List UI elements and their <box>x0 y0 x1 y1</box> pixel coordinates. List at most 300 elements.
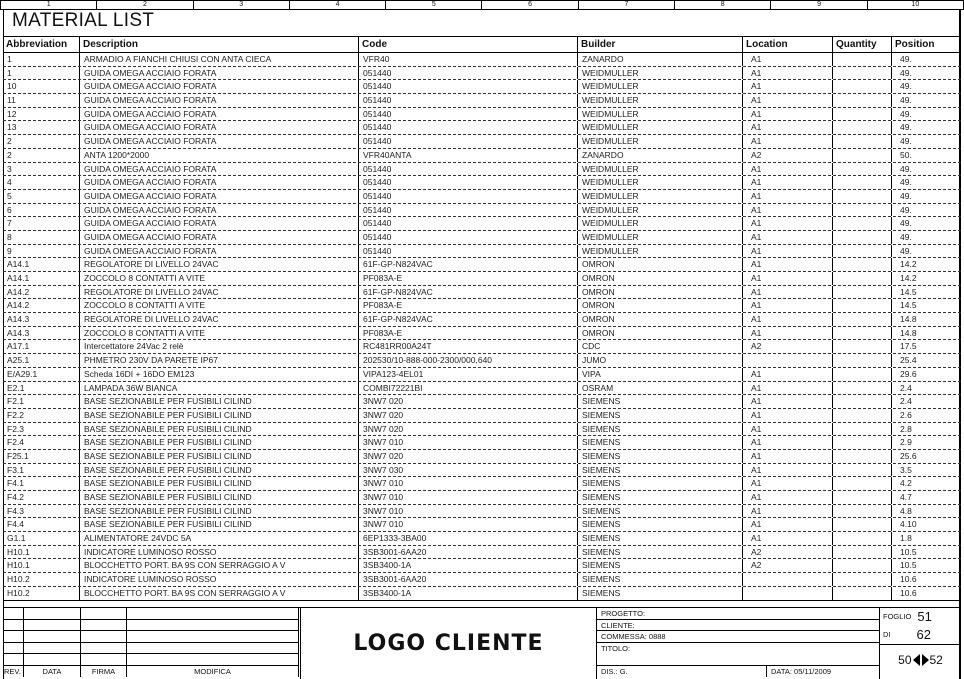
quantity-cell <box>833 532 892 545</box>
position-cell: 49. <box>900 245 912 256</box>
builder-cell: VIPA <box>578 368 743 381</box>
code-cell: 3SB3400-1A <box>359 559 578 572</box>
builder-cell: SIEMENS <box>578 477 743 490</box>
description-cell: INDICATORE LUMINOSO ROSSO <box>80 546 359 559</box>
table-row <box>3 204 961 218</box>
description-cell: BASE SEZIONABILE PER FUSIBILI CILIND <box>80 505 359 518</box>
abbreviation-cell: 6 <box>3 204 80 217</box>
position-cell: 4.2 <box>900 478 912 489</box>
table-row <box>3 67 961 81</box>
code-cell: 3NW7 010 <box>359 491 578 504</box>
builder-cell: OMRON <box>578 327 743 340</box>
firma-label: FIRMA <box>81 666 127 677</box>
prev-sheet-number[interactable]: 50 <box>898 653 912 667</box>
location-cell: A1 <box>743 245 833 258</box>
position-cell: 4.8 <box>900 505 912 516</box>
foglio-row <box>880 608 961 625</box>
location-cell: A1 <box>743 313 833 326</box>
description-cell: GUIDA OMEGA ACCIAIO FORATA <box>80 94 359 107</box>
location-cell: A1 <box>743 272 833 285</box>
location-cell: A1 <box>743 464 833 477</box>
location-cell: A1 <box>743 176 833 189</box>
position-cell: 4.10 <box>900 519 917 530</box>
header-description: Description <box>80 37 359 52</box>
location-cell: A1 <box>743 80 833 93</box>
description-cell: INDICATORE LUMINOSO ROSSO <box>80 573 359 586</box>
position-cell: 49. <box>900 231 912 242</box>
quantity-cell <box>833 395 892 408</box>
abbreviation-cell: 3 <box>3 163 80 176</box>
table-row <box>3 340 961 354</box>
description-cell: ZOCCOLO 8 CONTATTI A VITE <box>80 272 359 285</box>
builder-cell: JUMO <box>578 354 743 367</box>
location-cell: A1 <box>743 299 833 312</box>
sheet-number: 51 <box>917 609 932 624</box>
description-cell: GUIDA OMEGA ACCIAIO FORATA <box>80 80 359 93</box>
date-field: DATA: 05/11/2009 <box>771 666 832 676</box>
quantity-cell <box>833 299 892 312</box>
builder-cell: SIEMENS <box>578 573 743 586</box>
table-row <box>3 313 961 327</box>
description-cell: GUIDA OMEGA ACCIAIO FORATA <box>80 217 359 230</box>
position-cell: 49. <box>900 81 912 92</box>
table-header <box>3 36 961 53</box>
position-cell: 2.4 <box>900 396 912 407</box>
next-sheet-arrow-icon[interactable] <box>922 654 929 666</box>
location-cell: A1 <box>743 409 833 422</box>
builder-cell: SIEMENS <box>578 546 743 559</box>
builder-cell: WEIDMULLER <box>578 135 743 148</box>
abbreviation-cell: 1 <box>3 67 80 80</box>
position-cell: 49. <box>900 204 912 215</box>
location-cell: A1 <box>743 258 833 271</box>
ruler-cell: 6 <box>482 1 578 9</box>
ruler-cell: 5 <box>386 1 482 9</box>
page-title: MATERIAL LIST <box>12 10 155 31</box>
description-cell: ALIMENTATORE 24VDC 5A <box>80 532 359 545</box>
sheet-block <box>880 608 961 679</box>
header-position: Position <box>895 39 935 50</box>
quantity-cell <box>833 163 892 176</box>
progetto-field: PROGETTO: <box>597 608 879 620</box>
builder-cell: SIEMENS <box>578 587 743 600</box>
code-cell: 051440 <box>359 80 578 93</box>
header-code: Code <box>359 37 578 52</box>
header-builder: Builder <box>578 37 743 52</box>
builder-cell: OMRON <box>578 313 743 326</box>
location-cell <box>743 587 833 600</box>
table-row <box>3 368 961 382</box>
table-row <box>3 436 961 450</box>
sheet-navigator <box>880 645 961 675</box>
abbreviation-cell: A14.2 <box>3 286 80 299</box>
abbreviation-cell: F4.1 <box>3 477 80 490</box>
header-quantity: Quantity <box>833 37 892 52</box>
header-abbreviation: Abbreviation <box>3 37 80 52</box>
code-cell: 051440 <box>359 217 578 230</box>
builder-cell: WEIDMULLER <box>578 94 743 107</box>
material-table <box>3 36 961 601</box>
location-cell: A1 <box>743 286 833 299</box>
description-cell: GUIDA OMEGA ACCIAIO FORATA <box>80 121 359 134</box>
location-cell: A1 <box>743 423 833 436</box>
location-cell: A1 <box>743 67 833 80</box>
description-cell: GUIDA OMEGA ACCIAIO FORATA <box>80 135 359 148</box>
code-cell: VIPA123-4EL01 <box>359 368 578 381</box>
table-row <box>3 94 961 108</box>
code-cell: 202530/10-888-000-2300/000,640 <box>359 354 578 367</box>
quantity-cell <box>833 80 892 93</box>
builder-cell: ZANARDO <box>578 149 743 162</box>
code-cell: 051440 <box>359 67 578 80</box>
builder-cell: OMRON <box>578 286 743 299</box>
description-cell: BASE SEZIONABILE PER FUSIBILI CILIND <box>80 409 359 422</box>
table-row <box>3 573 961 587</box>
builder-cell: WEIDMULLER <box>578 108 743 121</box>
code-cell: 051440 <box>359 231 578 244</box>
quantity-cell <box>833 546 892 559</box>
position-cell: 49. <box>900 67 912 78</box>
position-cell: 2.4 <box>900 382 912 393</box>
builder-cell: SIEMENS <box>578 505 743 518</box>
description-cell: Intercettatore 24Vac 2 relè <box>80 340 359 353</box>
table-row <box>3 163 961 177</box>
quantity-cell <box>833 176 892 189</box>
abbreviation-cell: 5 <box>3 190 80 203</box>
position-cell: 14.5 <box>900 300 917 311</box>
table-row <box>3 149 961 163</box>
table-body <box>3 53 961 601</box>
builder-cell: SIEMENS <box>578 436 743 449</box>
table-row <box>3 409 961 423</box>
total-sheets: 62 <box>916 627 931 642</box>
description-cell: BLOCCHETTO PORT. BA 9S CON SERRAGGIO A V <box>80 559 359 572</box>
quantity-cell <box>833 53 892 66</box>
quantity-cell <box>833 354 892 367</box>
description-cell: BASE SEZIONABILE PER FUSIBILI CILIND <box>80 491 359 504</box>
code-cell: RC481RR00A24T <box>359 340 578 353</box>
description-cell: BASE SEZIONABILE PER FUSIBILI CILIND <box>80 423 359 436</box>
abbreviation-cell: 11 <box>3 94 80 107</box>
position-cell: 25.6 <box>900 450 917 461</box>
description-cell: BASE SEZIONABILE PER FUSIBILI CILIND <box>80 518 359 531</box>
abbreviation-cell: F2.3 <box>3 423 80 436</box>
table-row <box>3 423 961 437</box>
description-cell: REGOLATORE DI LIVELLO 24VAC <box>80 286 359 299</box>
location-cell: A1 <box>743 53 833 66</box>
abbreviation-cell: H10.1 <box>3 559 80 572</box>
description-cell: GUIDA OMEGA ACCIAIO FORATA <box>80 108 359 121</box>
description-cell: GUIDA OMEGA ACCIAIO FORATA <box>80 245 359 258</box>
quantity-cell <box>833 423 892 436</box>
builder-cell: WEIDMULLER <box>578 217 743 230</box>
table-row <box>3 354 961 368</box>
quantity-cell <box>833 450 892 463</box>
builder-cell: WEIDMULLER <box>578 80 743 93</box>
table-row <box>3 258 961 272</box>
location-cell: A2 <box>743 546 833 559</box>
position-cell: 49. <box>900 163 912 174</box>
position-cell: 10.5 <box>900 546 917 557</box>
abbreviation-cell: H10.1 <box>3 546 80 559</box>
ruler-cell: 8 <box>675 1 771 9</box>
abbreviation-cell: F3.1 <box>3 464 80 477</box>
location-cell: A1 <box>743 436 833 449</box>
table-row <box>3 299 961 313</box>
quantity-cell <box>833 204 892 217</box>
description-cell: BLOCCHETTO PORT. BA 9S CON SERRAGGIO A V <box>80 587 359 600</box>
location-cell: A1 <box>743 491 833 504</box>
position-cell: 2.9 <box>900 437 912 448</box>
next-sheet-number[interactable]: 52 <box>929 653 943 667</box>
description-cell: BASE SEZIONABILE PER FUSIBILI CILIND <box>80 450 359 463</box>
location-cell <box>743 573 833 586</box>
builder-cell: WEIDMULLER <box>578 204 743 217</box>
table-row <box>3 518 961 532</box>
code-cell: 3NW7 020 <box>359 409 578 422</box>
location-cell: A1 <box>743 231 833 244</box>
revision-block <box>3 608 299 679</box>
table-row <box>3 121 961 135</box>
quantity-cell <box>833 245 892 258</box>
abbreviation-cell: 2 <box>3 135 80 148</box>
code-cell: 3NW7 010 <box>359 518 578 531</box>
description-cell: GUIDA OMEGA ACCIAIO FORATA <box>80 190 359 203</box>
builder-cell: SIEMENS <box>578 532 743 545</box>
abbreviation-cell: 2 <box>3 149 80 162</box>
code-cell: 3SB3001-6AA20 <box>359 573 578 586</box>
builder-cell: SIEMENS <box>578 395 743 408</box>
description-cell: REGOLATORE DI LIVELLO 24VAC <box>80 258 359 271</box>
description-cell: GUIDA OMEGA ACCIAIO FORATA <box>80 176 359 189</box>
quantity-cell <box>833 491 892 504</box>
location-cell: A1 <box>743 204 833 217</box>
abbreviation-cell: 4 <box>3 176 80 189</box>
description-cell: BASE SEZIONABILE PER FUSIBILI CILIND <box>80 395 359 408</box>
location-cell: A1 <box>743 217 833 230</box>
quantity-cell <box>833 67 892 80</box>
position-cell: 2.8 <box>900 423 912 434</box>
abbreviation-cell: 7 <box>3 217 80 230</box>
abbreviation-cell: 13 <box>3 121 80 134</box>
description-cell: ARMADIO A FIANCHI CHIUSI CON ANTA CIECA <box>80 53 359 66</box>
quantity-cell <box>833 368 892 381</box>
abbreviation-cell: 1 <box>3 53 80 66</box>
ruler-cell: 1 <box>1 1 97 9</box>
builder-cell: SIEMENS <box>578 518 743 531</box>
quantity-cell <box>833 258 892 271</box>
abbreviation-cell: A14.3 <box>3 327 80 340</box>
code-cell: 051440 <box>359 135 578 148</box>
position-cell: 14.2 <box>900 273 917 283</box>
table-row <box>3 327 961 341</box>
location-cell: A1 <box>743 327 833 340</box>
description-cell: GUIDA OMEGA ACCIAIO FORATA <box>80 67 359 80</box>
location-cell: A1 <box>743 135 833 148</box>
designer-field: DIS.: G. <box>597 666 767 678</box>
table-row <box>3 382 961 396</box>
code-cell: 051440 <box>359 176 578 189</box>
table-row <box>3 135 961 149</box>
location-cell: A1 <box>743 190 833 203</box>
builder-cell: SIEMENS <box>578 450 743 463</box>
abbreviation-cell: E/A29.1 <box>3 368 80 381</box>
builder-cell: SIEMENS <box>578 491 743 504</box>
code-cell: 051440 <box>359 108 578 121</box>
abbreviation-cell: E2.1 <box>3 382 80 395</box>
builder-cell: CDC <box>578 340 743 353</box>
quantity-cell <box>833 94 892 107</box>
abbreviation-cell: F4.2 <box>3 491 80 504</box>
table-row <box>3 532 961 546</box>
code-cell: PF083A-E <box>359 327 578 340</box>
position-cell: 50. <box>900 149 912 160</box>
table-row <box>3 217 961 231</box>
quantity-cell <box>833 272 892 285</box>
ruler-cell: 10 <box>911 1 920 8</box>
code-cell: PF083A-E <box>359 272 578 285</box>
quantity-cell <box>833 409 892 422</box>
commessa-field: COMMESSA: 0888 <box>597 631 879 643</box>
builder-cell: ZANARDO <box>578 53 743 66</box>
position-cell: 49. <box>900 122 912 133</box>
code-cell: 3NW7 020 <box>359 395 578 408</box>
code-cell: 3NW7 020 <box>359 450 578 463</box>
quantity-cell <box>833 286 892 299</box>
quantity-cell <box>833 573 892 586</box>
location-cell: A1 <box>743 121 833 134</box>
description-cell: ZOCCOLO 8 CONTATTI A VITE <box>80 299 359 312</box>
quantity-cell <box>833 340 892 353</box>
ruler-cell: 3 <box>194 1 290 9</box>
code-cell: 61F-GP-N824VAC <box>359 313 578 326</box>
code-cell: 3NW7 020 <box>359 423 578 436</box>
quantity-cell <box>833 121 892 134</box>
code-cell: 3NW7 010 <box>359 505 578 518</box>
abbreviation-cell: A25.1 <box>3 354 80 367</box>
abbreviation-cell: F4.4 <box>3 518 80 531</box>
quantity-cell <box>833 464 892 477</box>
project-info <box>596 608 880 679</box>
code-cell: 3NW7 030 <box>359 464 578 477</box>
header-location: Location <box>743 37 833 52</box>
location-cell: A1 <box>743 532 833 545</box>
location-cell: A2 <box>743 559 833 572</box>
abbreviation-cell: H10.2 <box>3 573 80 586</box>
modifica-label: MODIFICA <box>127 666 299 677</box>
table-row <box>3 190 961 204</box>
builder-cell: WEIDMULLER <box>578 176 743 189</box>
builder-cell: WEIDMULLER <box>578 163 743 176</box>
location-cell <box>743 354 833 367</box>
ruler-cell: 9 <box>771 1 867 9</box>
code-cell: VFR40 <box>359 53 578 66</box>
position-cell: 49. <box>900 95 912 106</box>
builder-cell: OSRAM <box>578 382 743 395</box>
position-cell: 25.4 <box>900 355 917 366</box>
code-cell: 051440 <box>359 121 578 134</box>
builder-cell: WEIDMULLER <box>578 190 743 203</box>
quantity-cell <box>833 518 892 531</box>
description-cell: BASE SEZIONABILE PER FUSIBILI CILIND <box>80 436 359 449</box>
table-row <box>3 245 961 259</box>
builder-cell: SIEMENS <box>578 464 743 477</box>
description-cell: GUIDA OMEGA ACCIAIO FORATA <box>80 204 359 217</box>
abbreviation-cell: F4.3 <box>3 505 80 518</box>
client-logo: LOGO CLIENTE <box>300 608 596 679</box>
cliente-field: CLIENTE: <box>597 620 879 632</box>
abbreviation-cell: H10.2 <box>3 587 80 600</box>
rev-label: REV. <box>3 666 24 677</box>
quantity-cell <box>833 559 892 572</box>
description-cell: GUIDA OMEGA ACCIAIO FORATA <box>80 163 359 176</box>
position-cell: 14.8 <box>900 327 917 338</box>
description-cell: GUIDA OMEGA ACCIAIO FORATA <box>80 231 359 244</box>
code-cell: 61F-GP-N824VAC <box>359 258 578 271</box>
code-cell: 051440 <box>359 163 578 176</box>
code-cell: 3SB3001-6AA20 <box>359 546 578 559</box>
description-cell: ZOCCOLO 8 CONTATTI A VITE <box>80 327 359 340</box>
table-row <box>3 450 961 464</box>
description-cell: REGOLATORE DI LIVELLO 24VAC <box>80 313 359 326</box>
position-cell: 3.5 <box>900 464 912 475</box>
location-cell: A2 <box>743 149 833 162</box>
position-cell: 14.5 <box>900 286 917 297</box>
abbreviation-cell: A14.2 <box>3 299 80 312</box>
table-row <box>3 231 961 245</box>
position-cell: 10.5 <box>900 560 917 571</box>
description-cell: LAMPADA 36W BIANCA <box>80 382 359 395</box>
abbreviation-cell: F2.2 <box>3 409 80 422</box>
table-row <box>3 491 961 505</box>
description-cell: BASE SEZIONABILE PER FUSIBILI CILIND <box>80 477 359 490</box>
table-row <box>3 108 961 122</box>
abbreviation-cell: G1.1 <box>3 532 80 545</box>
location-cell: A1 <box>743 505 833 518</box>
quantity-cell <box>833 436 892 449</box>
quantity-cell <box>833 477 892 490</box>
code-cell: 051440 <box>359 245 578 258</box>
code-cell: PF083A-E <box>359 299 578 312</box>
abbreviation-cell: 12 <box>3 108 80 121</box>
location-cell: A2 <box>743 340 833 353</box>
builder-cell: OMRON <box>578 258 743 271</box>
abbreviation-cell: A14.1 <box>3 258 80 271</box>
quantity-cell <box>833 505 892 518</box>
position-cell: 17.5 <box>900 341 917 352</box>
code-cell: 3NW7 010 <box>359 436 578 449</box>
position-cell: 49. <box>900 108 912 119</box>
description-cell: ANTA 1200*2000 <box>80 149 359 162</box>
builder-cell: SIEMENS <box>578 559 743 572</box>
builder-cell: OMRON <box>578 299 743 312</box>
location-cell: A1 <box>743 518 833 531</box>
location-cell: A1 <box>743 368 833 381</box>
table-row <box>3 53 961 67</box>
builder-cell: WEIDMULLER <box>578 121 743 134</box>
abbreviation-cell: 10 <box>3 80 80 93</box>
position-cell: 49. <box>900 136 912 147</box>
prev-sheet-arrow-icon[interactable] <box>913 654 920 666</box>
builder-cell: SIEMENS <box>578 409 743 422</box>
position-cell: 14.8 <box>900 314 917 325</box>
code-cell: 3NW7 010 <box>359 477 578 490</box>
quantity-cell <box>833 190 892 203</box>
position-cell: 10.6 <box>900 587 917 598</box>
titolo-field: TITOLO: <box>597 643 879 666</box>
abbreviation-cell: 9 <box>3 245 80 258</box>
builder-cell: WEIDMULLER <box>578 67 743 80</box>
